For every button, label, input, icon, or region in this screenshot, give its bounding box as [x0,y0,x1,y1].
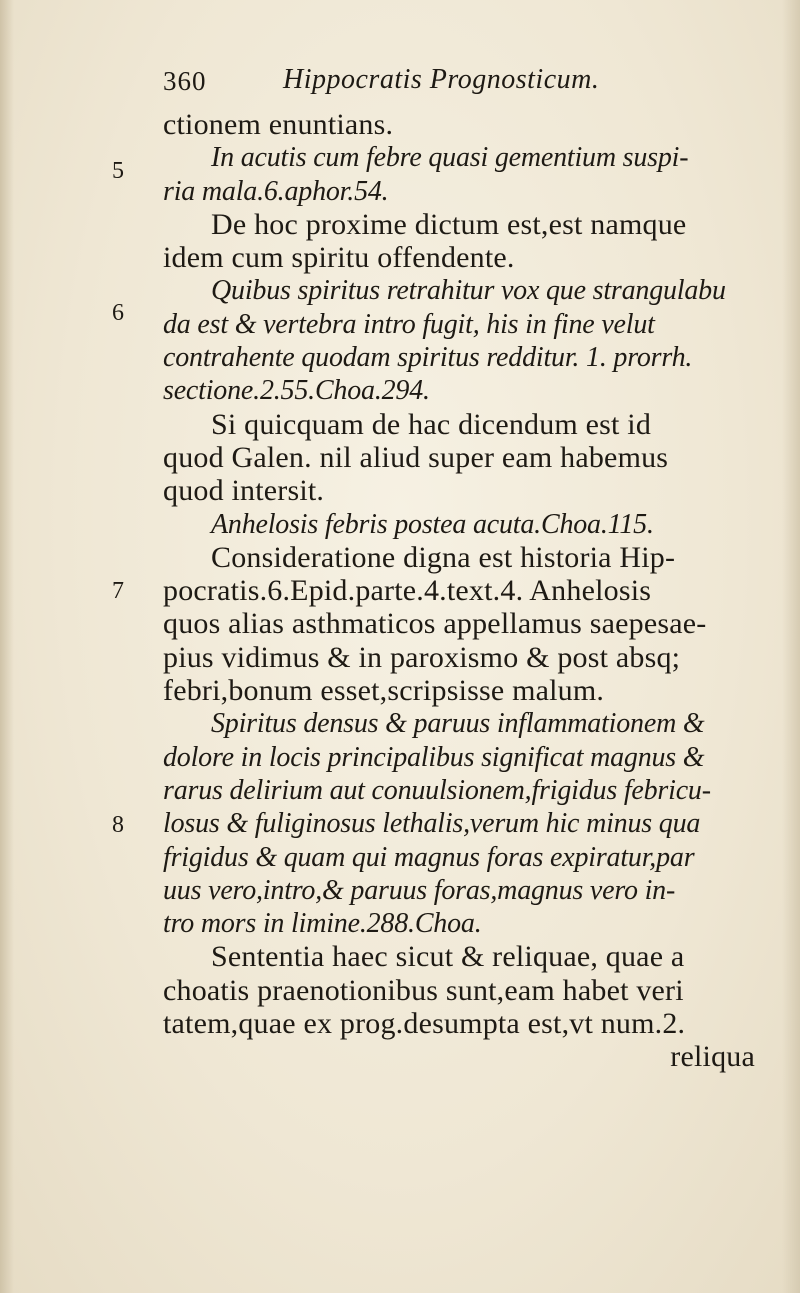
page-number: 360 [163,66,207,96]
text-line: tatem,quae ex prog.desumpta est,vt num.2. [163,1007,686,1041]
text-line: tro mors in limine.288.Choa. [163,908,482,940]
text-line: sectione.2.55.Choa.294. [163,375,430,407]
text-line: pius vidimus & in paroxismo & post absq; [163,640,681,674]
text-line: idem cum spiritu offendente. [163,241,515,275]
text-line: quod Galen. nil aliud super eam habemus [163,440,669,474]
margin-number: 7 [112,578,124,604]
running-title: Hippocratis Prognosticum. [283,64,600,95]
margin-number: 5 [112,158,124,184]
text-line: Si quicquam de hac dicendum est id [211,407,652,441]
text-line: losus & fuliginosus lethalis,verum hic minus qua [163,808,701,840]
text-line: febri,bonum esset,scripsisse malum. [163,674,605,708]
text-line: choatis praenotionibus sunt,eam habet veri [163,973,684,1007]
text-line: In acutis cum febre quasi gementium suspi- [211,142,689,174]
margin-number: 8 [112,812,124,838]
text-line: ctionem enuntians. [163,108,394,141]
text-line: Consideratione digna est historia Hip- [211,540,676,574]
text-line: ria mala.6.aphor.54. [163,175,389,207]
text-line: quod intersit. [163,474,325,508]
text-line: rarus delirium aut conuulsionem,frigidus febricu- [163,774,711,806]
text-line: Sententia haec sicut & reliquae, quae a [211,940,685,974]
text-line: quos alias asthmaticos appellamus saepesae- [163,607,707,641]
text-line: Anhelosis febris postea acuta.Choa.115. [211,508,654,540]
text-line: contrahente quodam spiritus redditur. 1. prorrh. [163,342,693,374]
text-line: Quibus spiritus retrahitur vox que strangulabu [211,275,726,307]
body-text [163,108,773,1074]
catchword: reliqua [670,1040,755,1074]
margin-number: 6 [112,300,124,326]
text-line: De hoc proxime dictum est,est namque [211,207,687,241]
text-line: frigidus & quam qui magnus foras expiratur,par [163,841,695,873]
page-header [163,62,683,102]
text-line: pocratis.6.Epid.parte.4.text.4. Anhelosis [163,574,652,608]
text-line: da est & vertebra intro fugit, his in fine velut [163,308,655,340]
text-line: Spiritus densus & paruus inflammationem & [211,708,705,740]
text-line: dolore in locis principalibus significat magnus & [163,741,705,773]
text-line: uus vero,intro,& paruus foras,magnus vero in- [163,874,676,906]
